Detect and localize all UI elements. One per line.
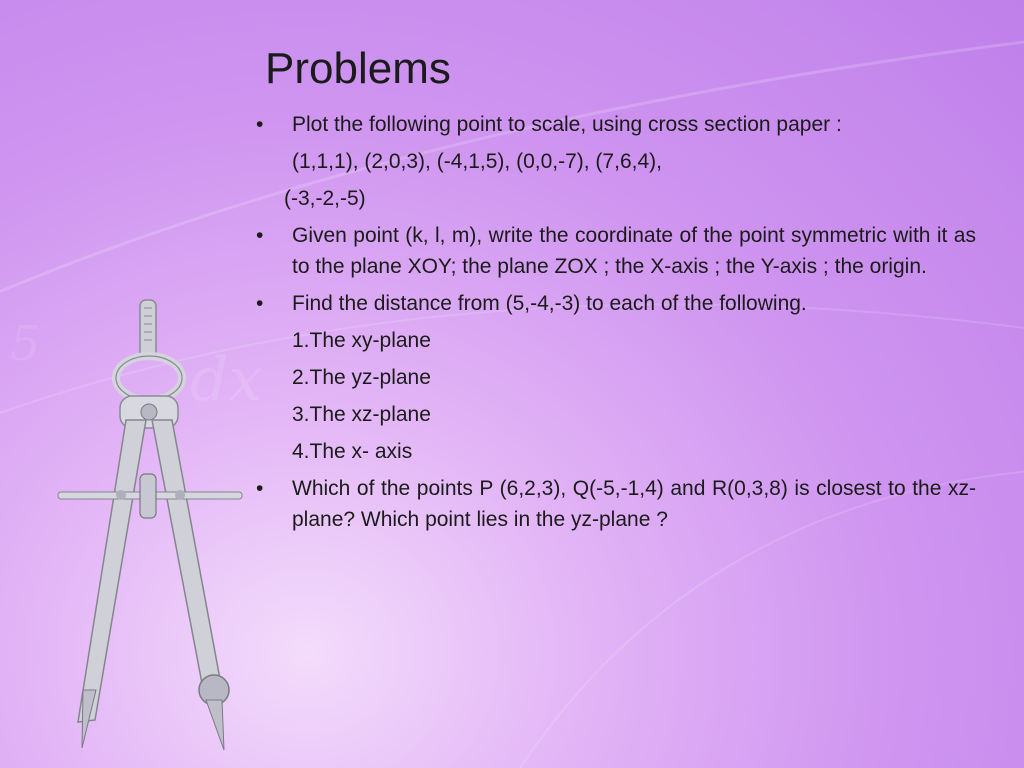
distance-item: 2.The yz-plane	[292, 366, 431, 389]
bullet-closest-point: • Which of the points P (6,2,3), Q(-5,-1,4) and R(0,3,8) is closest to the xz- plane? Which point lies in the yz-plane ?	[256, 473, 976, 535]
points-list-line: (1,1,1), (2,0,3), (-4,1,5), (0,0,-7), (7,6,4),	[292, 150, 662, 173]
distance-item: 4.The x- axis	[292, 440, 413, 463]
bullet-symmetric-point: • Given point (k, l, m), write the coordinate of the point symmetric with it as to the plane XOY; the plane ZOX ; the X-axis ; the Y-axis ; the origin.	[256, 220, 976, 282]
svg-text:dx: dx	[190, 345, 263, 415]
distance-item: 3.The xz-plane	[292, 403, 431, 426]
slide-content	[256, 109, 976, 535]
points-list-line: (-3,-2,-5)	[284, 187, 366, 210]
slide-title: Problems	[265, 44, 451, 93]
svg-text:5: 5	[10, 316, 41, 372]
bullet-plot-points: • Plot the following point to scale, using cross section paper :	[256, 109, 976, 140]
bullet-distance: • Find the distance from (5,-4,-3) to each of the following.	[256, 288, 976, 319]
drafting-compass-icon	[58, 300, 242, 750]
distance-item: 1.The xy-plane	[292, 329, 431, 352]
